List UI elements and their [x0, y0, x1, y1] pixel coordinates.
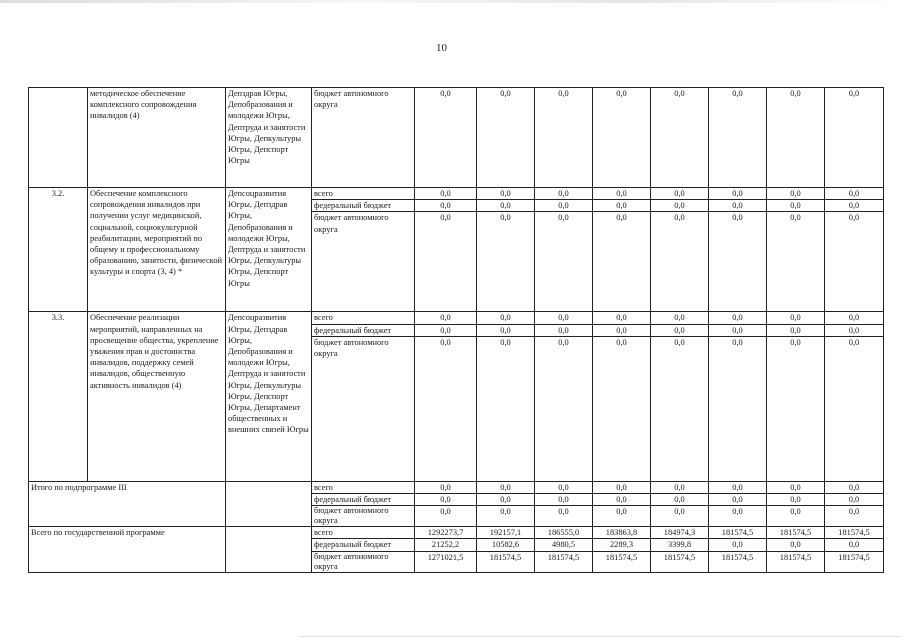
value-cell: 0,0 — [651, 312, 709, 324]
row-executor: Депсоцразвития Югры, Депздрав Югры, Депобразования и молодежи Югры, Дептруда и занятости Югры, Депкультуры Югры, Депспорт Югры — [226, 188, 312, 312]
value-cell: 0,0 — [593, 336, 651, 481]
value-cell: 21252,2 — [415, 539, 477, 551]
value-cell: 0,0 — [825, 481, 884, 493]
row-source: всего — [312, 481, 415, 493]
value-cell: 0,0 — [651, 200, 709, 212]
value-cell: 0,0 — [709, 506, 767, 527]
value-cell: 0,0 — [651, 336, 709, 481]
value-cell: 0,0 — [535, 88, 593, 188]
value-cell: 0,0 — [593, 494, 651, 506]
value-cell: 0,0 — [825, 88, 884, 188]
value-cell: 0,0 — [709, 336, 767, 481]
value-cell: 0,0 — [651, 212, 709, 312]
row-executor: Депсоцразвития Югры, Депздрав Югры, Депобразования и молодежи Югры, Дептруда и занятости Югры, Депкультуры Югры, Депспорт Югры, Департамент общественных и внешних связей Югры — [226, 312, 312, 481]
row-code: 3.2. — [29, 188, 88, 312]
row-code — [29, 88, 88, 188]
value-cell: 0,0 — [535, 506, 593, 527]
value-cell: 0,0 — [825, 324, 884, 336]
value-cell: 181574,5 — [651, 551, 709, 572]
value-cell: 181574,5 — [709, 527, 767, 539]
financing-table — [28, 87, 884, 573]
row-name: методическое обеспечение комплексного сопровождения инвалидов (4) — [88, 88, 226, 188]
table-row — [29, 312, 884, 324]
value-cell: 4980,5 — [535, 539, 593, 551]
value-cell: 0,0 — [477, 200, 535, 212]
value-cell: 181574,5 — [593, 551, 651, 572]
value-cell: 10582,6 — [477, 539, 535, 551]
row-source: всего — [312, 312, 415, 324]
value-cell: 0,0 — [767, 481, 825, 493]
value-cell: 0,0 — [767, 312, 825, 324]
row-source: бюджет автономного округа — [312, 551, 415, 572]
value-cell: 0,0 — [651, 324, 709, 336]
row-executor: Депздрав Югры, Депобразования и молодежи Югры, Дептруда и занятости Югры, Депкультуры Югры, Депспорт Югры — [226, 88, 312, 188]
value-cell: 0,0 — [651, 481, 709, 493]
value-cell: 0,0 — [593, 312, 651, 324]
value-cell: 0,0 — [477, 312, 535, 324]
value-cell: 0,0 — [767, 212, 825, 312]
value-cell: 0,0 — [709, 88, 767, 188]
value-cell: 0,0 — [709, 481, 767, 493]
value-cell: 3399,8 — [651, 539, 709, 551]
value-cell: 181574,5 — [825, 551, 884, 572]
value-cell: 0,0 — [709, 200, 767, 212]
value-cell: 0,0 — [535, 212, 593, 312]
row-source: бюджет автономного округа — [312, 336, 415, 481]
subtotal-label: Итого по подпрограмме III — [29, 481, 226, 526]
table-row — [29, 481, 884, 493]
value-cell: 0,0 — [651, 188, 709, 200]
value-cell: 0,0 — [477, 324, 535, 336]
value-cell: 0,0 — [535, 188, 593, 200]
value-cell: 0,0 — [825, 312, 884, 324]
row-source: федеральный бюджет — [312, 494, 415, 506]
value-cell: 0,0 — [535, 200, 593, 212]
row-name: Обеспечение комплексного сопровождения инвалидов при получении услуг медицинской, социальной, социокультурной реабилитации, мероприятий по общему и профессиональному образованию, занятости, физической культуры и спорта (3, 4) * — [88, 188, 226, 312]
value-cell: 0,0 — [415, 88, 477, 188]
value-cell: 0,0 — [415, 188, 477, 200]
row-source: бюджет автономного округа — [312, 88, 415, 188]
value-cell: 0,0 — [767, 324, 825, 336]
value-cell: 0,0 — [415, 324, 477, 336]
value-cell: 0,0 — [477, 494, 535, 506]
value-cell: 181574,5 — [709, 551, 767, 572]
value-cell: 0,0 — [415, 494, 477, 506]
value-cell: 0,0 — [709, 539, 767, 551]
row-source: бюджет автономного округа — [312, 212, 415, 312]
scan-edge-bottom — [300, 636, 900, 637]
value-cell: 0,0 — [593, 481, 651, 493]
row-source: бюджет автономного округа — [312, 506, 415, 527]
value-cell: 0,0 — [415, 506, 477, 527]
value-cell: 0,0 — [767, 88, 825, 188]
value-cell: 0,0 — [651, 494, 709, 506]
value-cell: 0,0 — [593, 88, 651, 188]
value-cell: 0,0 — [593, 212, 651, 312]
value-cell: 192157,1 — [477, 527, 535, 539]
value-cell: 0,0 — [535, 481, 593, 493]
value-cell: 1271021,5 — [415, 551, 477, 572]
value-cell: 0,0 — [535, 324, 593, 336]
row-code: 3.3. — [29, 312, 88, 481]
row-source: всего — [312, 527, 415, 539]
value-cell: 0,0 — [825, 188, 884, 200]
value-cell: 0,0 — [651, 506, 709, 527]
value-cell: 1292273,7 — [415, 527, 477, 539]
table-row — [29, 88, 884, 188]
row-name: Обеспечение реализации мероприятий, направленных на просвещение общества, укрепление уважения прав и достоинства инвалидов, поддержку семей инвалидов, общественную активность инвалидов (4) — [88, 312, 226, 481]
value-cell: 0,0 — [415, 312, 477, 324]
value-cell: 0,0 — [477, 212, 535, 312]
value-cell: 0,0 — [709, 212, 767, 312]
value-cell: 0,0 — [593, 188, 651, 200]
value-cell: 181574,5 — [477, 551, 535, 572]
value-cell: 0,0 — [477, 336, 535, 481]
value-cell: 2289,3 — [593, 539, 651, 551]
value-cell: 0,0 — [825, 336, 884, 481]
value-cell: 0,0 — [767, 494, 825, 506]
value-cell: 0,0 — [477, 481, 535, 493]
value-cell: 0,0 — [415, 200, 477, 212]
table-row — [29, 188, 884, 200]
value-cell: 183863,8 — [593, 527, 651, 539]
value-cell: 0,0 — [709, 312, 767, 324]
value-cell: 0,0 — [709, 188, 767, 200]
value-cell: 0,0 — [825, 539, 884, 551]
value-cell: 0,0 — [535, 336, 593, 481]
value-cell: 0,0 — [535, 312, 593, 324]
value-cell: 0,0 — [767, 188, 825, 200]
value-cell: 0,0 — [825, 506, 884, 527]
value-cell: 181574,5 — [825, 527, 884, 539]
value-cell: 0,0 — [825, 200, 884, 212]
value-cell: 0,0 — [767, 200, 825, 212]
value-cell: 0,0 — [415, 212, 477, 312]
total-label: Всего по государственной программе — [29, 527, 226, 572]
value-cell: 0,0 — [767, 539, 825, 551]
value-cell: 0,0 — [651, 88, 709, 188]
value-cell: 181574,5 — [767, 551, 825, 572]
row-source: федеральный бюджет — [312, 200, 415, 212]
row-source: федеральный бюджет — [312, 539, 415, 551]
value-cell: 0,0 — [415, 336, 477, 481]
value-cell: 181574,5 — [535, 551, 593, 572]
row-source: всего — [312, 188, 415, 200]
value-cell: 0,0 — [477, 188, 535, 200]
value-cell: 0,0 — [825, 494, 884, 506]
value-cell: 0,0 — [593, 506, 651, 527]
row-executor — [226, 481, 312, 526]
value-cell: 0,0 — [415, 481, 477, 493]
value-cell: 0,0 — [767, 336, 825, 481]
value-cell: 0,0 — [477, 506, 535, 527]
value-cell: 0,0 — [709, 324, 767, 336]
table-row — [29, 527, 884, 539]
value-cell: 0,0 — [825, 212, 884, 312]
value-cell: 0,0 — [709, 494, 767, 506]
value-cell: 0,0 — [535, 494, 593, 506]
value-cell: 0,0 — [593, 200, 651, 212]
row-executor — [226, 527, 312, 572]
value-cell: 181574,5 — [767, 527, 825, 539]
value-cell: 0,0 — [593, 324, 651, 336]
value-cell: 186555,0 — [535, 527, 593, 539]
page-number: 10 — [436, 42, 447, 54]
value-cell: 0,0 — [767, 506, 825, 527]
scan-edge-top — [0, 0, 905, 3]
row-source: федеральный бюджет — [312, 324, 415, 336]
value-cell: 0,0 — [477, 88, 535, 188]
value-cell: 184974,3 — [651, 527, 709, 539]
